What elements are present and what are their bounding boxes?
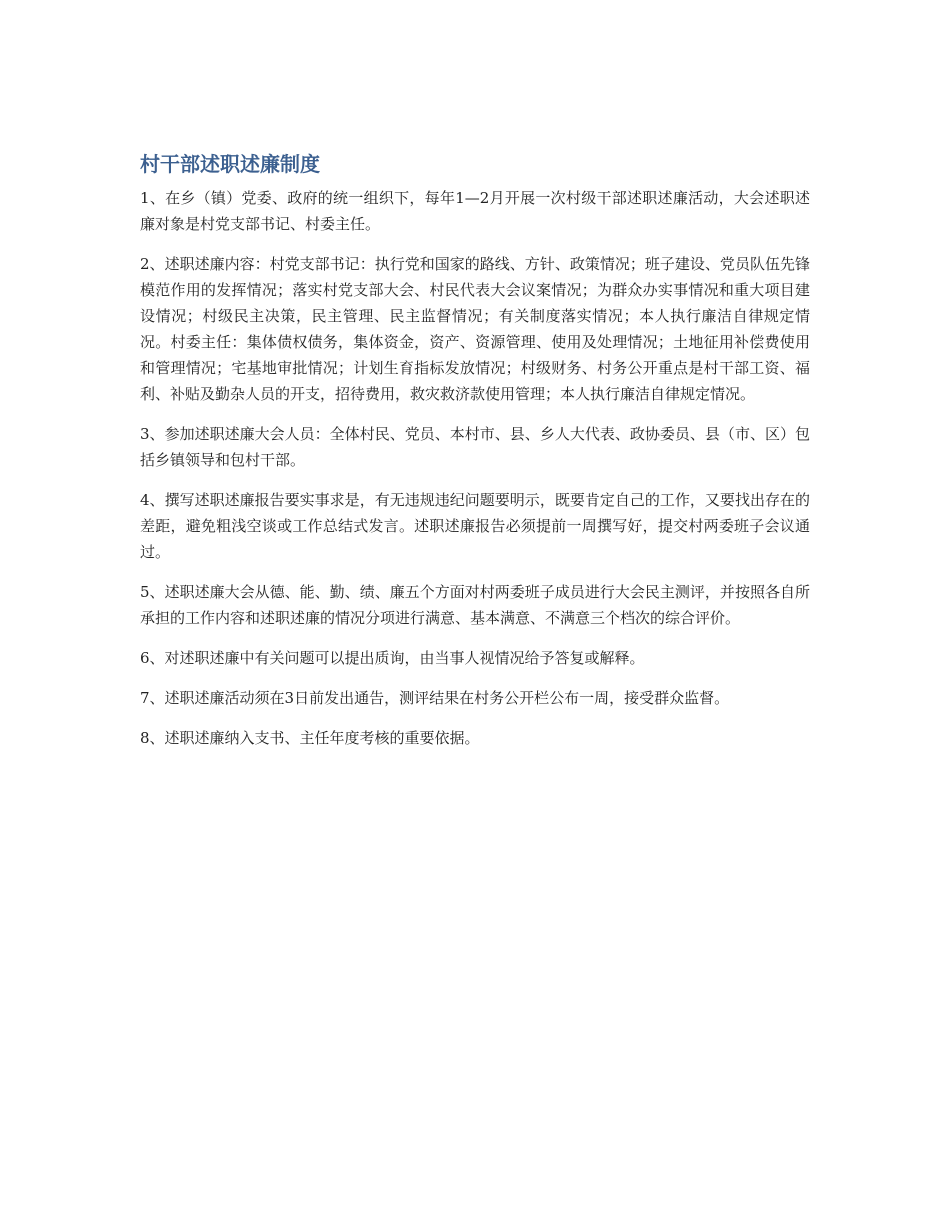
paragraph-6: 6、对述职述廉中有关问题可以提出质询，由当事人视情况给予答复或解释。 [140,649,645,667]
paragraph-5: 5、述职述廉大会从德、能、勤、绩、廉五个方面对村两委班子成员进行大会民主测评，并按照各自所承担的工作内容和述职述廉的情况分项进行满意、基本满意、不满意三个档次的综合评价。 [140,583,810,627]
paragraph-8: 8、述职述廉纳入支书、主任年度考核的重要依据。 [140,729,480,747]
paragraph-1: 1、在乡（镇）党委、政府的统一组织下，每年1—2月开展一次村级干部述职述廉活动，大会述职述廉对象是村党支部书记、村委主任。 [140,189,810,233]
paragraph-2: 2、述职述廉内容：村党支部书记：执行党和国家的路线、方针、政策情况；班子建设、党员队伍先锋模范作用的发挥情况；落实村党支部大会、村民代表大会议案情况；为群众办实事情况和重大项目建设情况；村级民主决策，民主管理、民主监督情况；有关制度落实情况；本人执行廉洁自律规定情况。村委主任：集体债权债务，集体资金，资产、资源管理、使用及处理情况；土地征用补偿费使用和管理情况；宅基地审批情况；计划生育指标发放情况；村级财务、村务公开重点是村干部工资、福利、补贴及勤杂人员的开支，招待费用，救灾救济款使用管理；本人执行廉洁自律规定情况。 [140,255,810,403]
paragraph-7: 7、述职述廉活动须在3日前发出通告，测评结果在村务公开栏公布一周，接受群众监督。 [140,689,730,707]
document-title: 村干部述职述廉制度 [140,152,320,176]
paragraph-3: 3、参加述职述廉大会人员：全体村民、党员、本村市、县、乡人大代表、政协委员、县（市、区）包括乡镇领导和包村干部。 [140,425,810,469]
paragraph-4: 4、撰写述职述廉报告要实事求是，有无违规违纪问题要明示，既要肯定自己的工作，又要找出存在的差距，避免粗浅空谈或工作总结式发言。述职述廉报告必须提前一周撰写好，提交村两委班子会议通过。 [140,491,810,561]
document-body [140,150,810,765]
